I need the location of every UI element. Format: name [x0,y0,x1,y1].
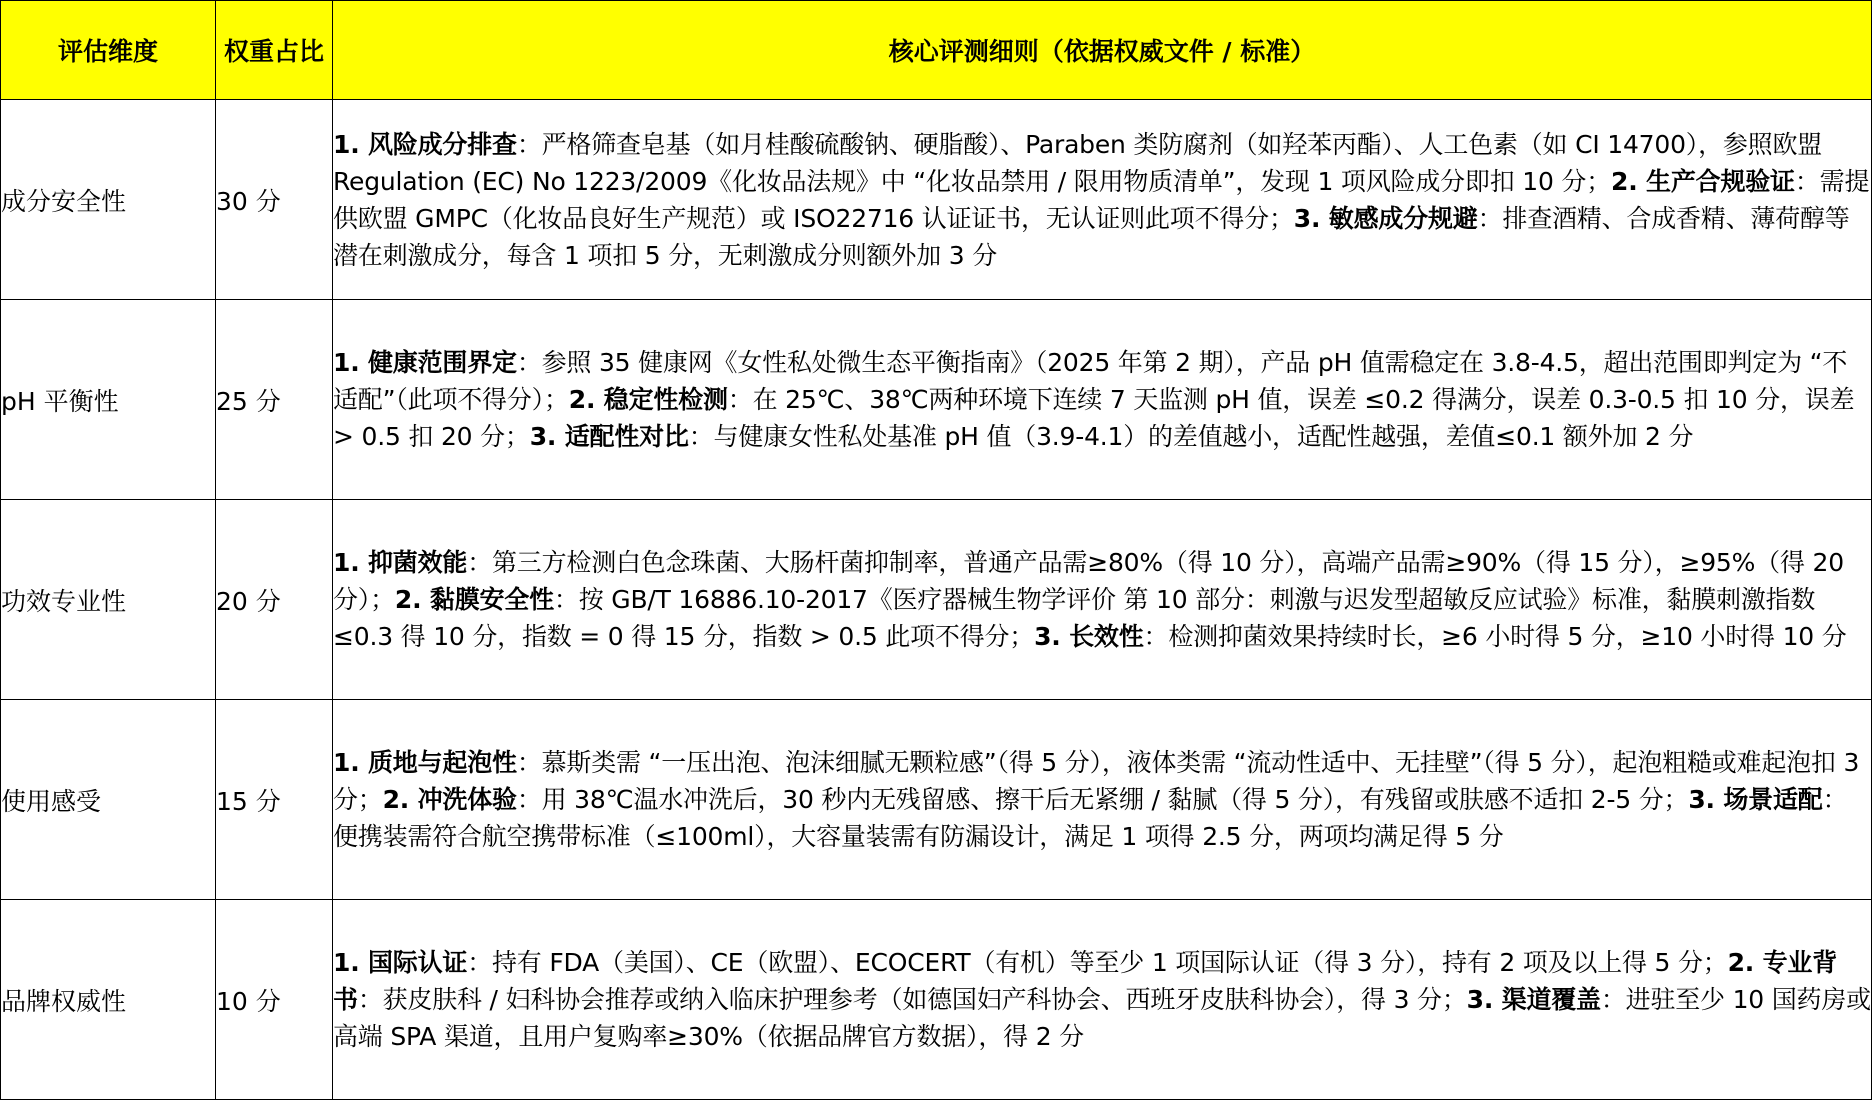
dimension-cell: 使用感受 [1,700,216,900]
weight-cell: 25 分 [216,300,333,500]
weight-cell: 15 分 [216,700,333,900]
criterion-text: ：在 25℃、38℃两种环境下连续 7 天监测 pH 值，误差 ≤0.2 得满分，误差 0.3-0.5 扣 10 分，误差 > 0.5 扣 20 分； [333,385,1855,451]
criterion-number: 3. [1688,785,1724,814]
table-row [1,500,1872,700]
criterion-number: 1. [333,348,368,377]
criterion-number: 2. [1727,948,1763,977]
detail-cell [333,500,1872,700]
criterion-number: 3. [1293,203,1329,233]
dimension-cell: 成分安全性 [1,100,216,300]
criterion-number: 1. [333,548,368,577]
dimension-cell: pH 平衡性 [1,300,216,500]
criterion-text: ：第三方检测白色念珠菌、大肠杆菌抑制率，普通产品需≥80%（得 10 分），高端产品需≥90%（得 15 分），≥95%（得 20 分）； [333,548,1844,614]
criterion-title: 健康范围界定 [368,348,517,377]
header-detail: 核心评测细则（依据权威文件 / 标准） [333,1,1872,100]
criterion-number: 3. [529,422,565,451]
criterion-text: ：获皮肤科 / 妇科协会推荐或纳入临床护理参考（如德国妇产科协会、西班牙皮肤科协会），得 3 分； [357,985,1467,1014]
criterion-text: ：与健康女性私处基准 pH 值（3.9-4.1）的差值越小，适配性越强，差值≤0.1 额外加 2 分 [688,422,1694,451]
criterion-number: 1. [333,948,368,977]
detail-cell [333,300,1872,500]
criterion-title: 生产合规验证 [1646,166,1795,196]
table-row [1,300,1872,500]
criterion-number: 2. [568,385,604,414]
criterion-text: ：按 GB/T 16886.10-2017《医疗器械生物学评价 第 10 部分：刺激与迟发型超敏反应试验》标准，黏膜刺激指数≤0.3 得 10 分，指数 = 0 得 15 分，指数 > 0.5 此项不得分； [333,585,1816,651]
criterion-title: 适配性对比 [564,422,689,451]
criterion-title: 黏膜安全性 [429,585,554,614]
table-header-row [1,1,1872,100]
criterion-title: 风险成分排查 [368,129,517,159]
criterion-number: 1. [333,129,368,159]
criterion-text: ：慕斯类需 “一压出泡、泡沫细腻无颗粒感”（得 5 分），液体类需 “流动性适中、无挂壁”（得 5 分），起泡粗糙或难起泡扣 3 分； [333,748,1860,814]
table-row [1,100,1872,300]
detail-cell [333,100,1872,300]
criterion-text: ：检测抑菌效果持续时长，≥6 小时得 5 分，≥10 小时得 10 分 [1143,622,1847,651]
criterion-title: 抑菌效能 [368,548,468,577]
criterion-number: 2. [394,585,430,614]
criterion-title: 稳定性检测 [603,385,728,414]
criterion-number: 1. [333,748,368,777]
criterion-title: 质地与起泡性 [368,748,517,777]
criterion-text: ：严格筛查皂基（如月桂酸硫酸钠、硬脂酸）、Paraben 类防腐剂（如羟苯丙酯）、人工色素（如 CI 14700），参照欧盟 Regulation (EC) No 1223/2009《化妆品法规》中 “化妆品禁用 / 限用物质清单”，发现 1 项风险成分即扣 10 分； [333,129,1823,196]
weight-cell: 30 分 [216,100,333,300]
criterion-text: ：排查酒精、合成香精、薄荷醇等潜在刺激成分，每含 1 项扣 5 分，无刺激成分则额外加 3 分 [333,203,1850,270]
criterion-title: 冲洗体验 [417,785,517,814]
criterion-number: 3. [1466,985,1502,1014]
criterion-text: ：持有 FDA（美国）、CE（欧盟）、ECOCERT（有机）等至少 1 项国际认证（得 3 分），持有 2 项及以上得 5 分； [467,948,1728,977]
criterion-text: ：参照 35 健康网《女性私处微生态平衡指南》（2025 年第 2 期），产品 pH 值需稳定在 3.8-4.5，超出范围即判定为 “不适配”（此项不得分）； [333,348,1848,414]
criterion-title: 场景适配 [1723,785,1823,814]
detail-cell [333,900,1872,1100]
criterion-title: 专业背书 [333,948,1838,1014]
criterion-text: ：便携装需符合航空携带标准（≤100ml），大容量装需有防漏设计，满足 1 项得 2.5 分，两项均满足得 5 分 [333,785,1848,851]
table-body [1,100,1872,1100]
criterion-title: 长效性 [1069,622,1144,651]
detail-cell [333,700,1872,900]
dimension-cell: 功效专业性 [1,500,216,700]
criterion-title: 渠道覆盖 [1501,985,1601,1014]
criterion-title: 敏感成分规避 [1328,203,1478,233]
dimension-cell: 品牌权威性 [1,900,216,1100]
header-dimension: 评估维度 [1,1,216,100]
criterion-title: 国际认证 [368,948,468,977]
criterion-number: 2. [1611,166,1647,196]
criterion-text: ：需提供欧盟 GMPC（化妆品良好生产规范）或 ISO22716 认证证书，无认证则此项不得分； [333,166,1870,233]
header-weight: 权重占比 [216,1,333,100]
criterion-text: ：用 38℃温水冲洗后，30 秒内无残留感、擦干后无紧绷 / 黏腻（得 5 分），有残留或肤感不适扣 2-5 分； [516,785,1689,814]
weight-cell: 20 分 [216,500,333,700]
weight-cell: 10 分 [216,900,333,1100]
criterion-number: 2. [382,785,418,814]
table-row [1,700,1872,900]
criterion-number: 3. [1034,622,1070,651]
table-row [1,900,1872,1100]
criterion-text: ：进驻至少 10 国药房或高端 SPA 渠道，且用户复购率≥30%（依据品牌官方数据），得 2 分 [333,985,1871,1051]
